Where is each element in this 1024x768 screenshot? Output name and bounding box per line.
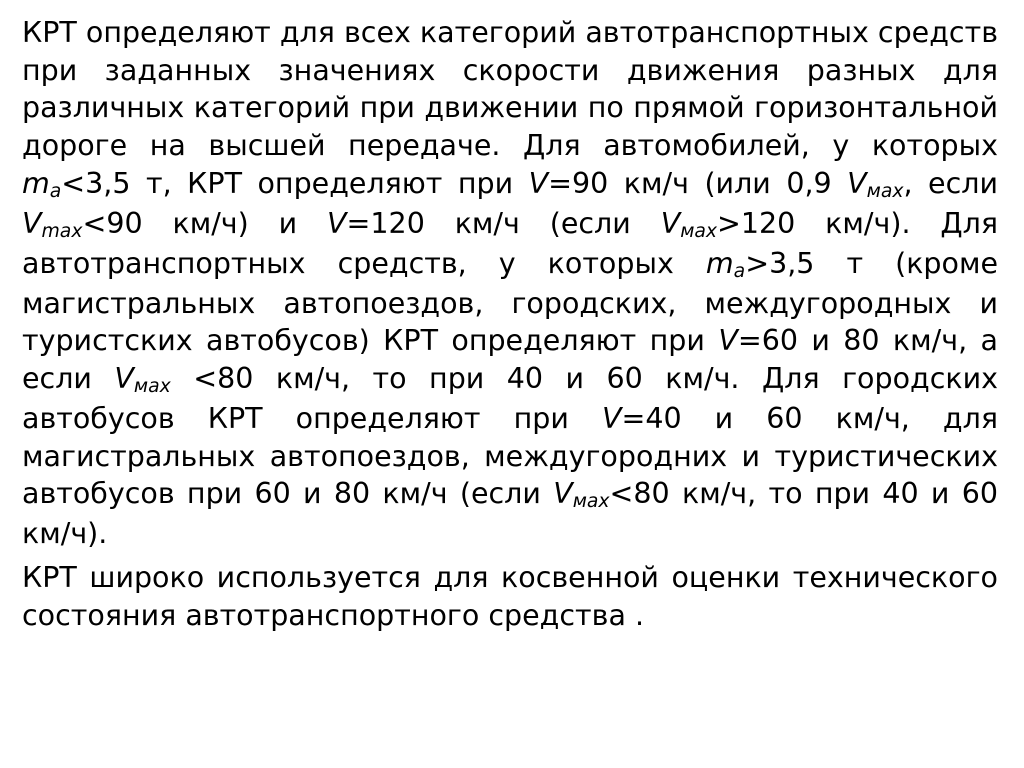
italic-variable: V — [327, 206, 347, 240]
italic-variable: V — [718, 324, 738, 358]
subscript-index: a — [49, 180, 62, 202]
text-run: =60 и 80 км/ч, а если — [22, 324, 998, 395]
text-run: . — [634, 598, 645, 632]
text-run: КРТ широко используется для косвенной оценки технического состояния автотранспортного средства — [22, 560, 998, 632]
text-run: <80 км/ч, то при 40 и 60 км/ч). — [22, 477, 998, 551]
text-run: <3,5 т, КРТ определяют при — [61, 166, 529, 200]
italic-variable: V — [847, 166, 867, 200]
subscript-index: a — [733, 260, 746, 282]
italic-variable: V — [660, 206, 681, 240]
text-run: >3,5 т (кроме магистральных автопоездов, городских, междугородных и туристских автобусов) КРТ определяют при — [22, 246, 998, 358]
italic-variable: m — [22, 166, 50, 200]
text-run: =90 км/ч (или 0,9 — [548, 166, 848, 200]
italic-variable: V — [601, 401, 622, 435]
text-run: КРТ определяют для всех категорий автотранспортных средств при заданных значениях скорости движения разных для различных категорий при движении по прямой горизонтальной дороге на высшей передаче. Для автомобилей, у которых — [22, 16, 998, 163]
subscript-index: мах — [866, 180, 904, 202]
paragraph-2 — [22, 559, 998, 634]
subscript-index: мах — [572, 491, 610, 513]
italic-variable: m — [705, 246, 734, 280]
text-run: , если — [903, 166, 998, 200]
text-run: =120 км/ч (если — [346, 206, 661, 240]
italic-variable: V — [553, 477, 573, 511]
text-run: <90 км/ч) и — [82, 206, 328, 240]
subscript-index: мах — [133, 376, 171, 398]
text-run: >120 км/ч). Для автотранспортных средств, у которых — [22, 206, 999, 280]
subscript-index: мах — [680, 220, 718, 242]
text-run: <80 км/ч, то при 40 и 60 км/ч. Для городских автобусов КРТ определяют при — [22, 361, 998, 435]
text-run: =40 и 60 км/ч, для магистральных автопоездов, междугородних и туристических автобусов при 60 и 80 км/ч (если — [22, 401, 998, 511]
italic-variable: V — [22, 206, 42, 240]
subscript-index: mах — [41, 220, 83, 242]
italic-variable: V — [528, 166, 549, 200]
italic-variable: V — [114, 361, 134, 395]
paragraph-1 — [22, 14, 998, 553]
slide-body-text — [22, 14, 998, 634]
